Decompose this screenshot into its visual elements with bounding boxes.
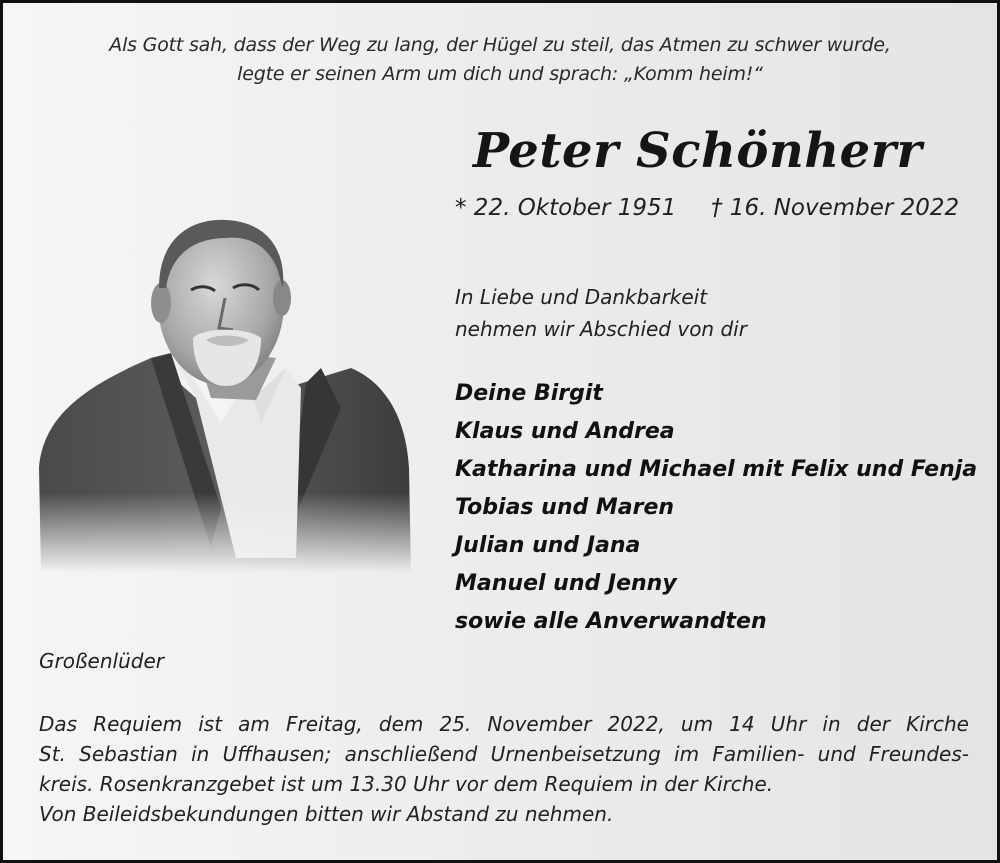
family-member: Manuel und Jenny — [455, 571, 677, 596]
intro-line-1: In Liebe und Dankbarkeit — [455, 285, 708, 309]
family-member: Tobias und Maren — [455, 495, 675, 520]
notice-line: kreis. Rosenkranzgebet ist um 13.30 Uhr vor dem Requiem in der Kirche. — [39, 772, 774, 796]
birth-date: * 22. Oktober 1951 — [455, 195, 677, 221]
family-member: Klaus und Andrea — [455, 419, 675, 444]
deceased-name: Peter Schönherr — [473, 123, 923, 179]
family-member: Deine Birgit — [455, 381, 603, 406]
portrait-photo — [21, 208, 416, 573]
death-date: † 16. November 2022 — [711, 195, 960, 221]
funeral-notice — [39, 709, 969, 829]
notice-line: Von Beileidsbekundungen bitten wir Abstand zu nehmen. — [39, 802, 614, 826]
family-list — [455, 375, 977, 641]
quote-line-1: Als Gott sah, dass der Weg zu lang, der Hügel zu steil, das Atmen zu schwer wurde, — [109, 34, 891, 56]
place-name: Großenlüder — [39, 649, 164, 673]
notice-line: Das Requiem ist am Freitag, dem 25. November 2022, um 14 Uhr in der Kirche — [39, 712, 969, 736]
family-member: sowie alle Anverwandten — [455, 609, 767, 634]
notice-line: St. Sebastian in Uffhausen; anschließend Urnenbeisetzung im Familien- und Freundes- — [39, 742, 969, 766]
epitaph-quote — [3, 31, 997, 89]
quote-line-2: legte er seinen Arm um dich und sprach: „Komm heim!“ — [237, 63, 763, 85]
family-member: Julian und Jana — [455, 533, 641, 558]
intro-line-2: nehmen wir Abschied von dir — [455, 317, 747, 341]
family-member: Katharina und Michael mit Felix und Fenja — [455, 457, 978, 482]
intro-text — [455, 281, 747, 345]
